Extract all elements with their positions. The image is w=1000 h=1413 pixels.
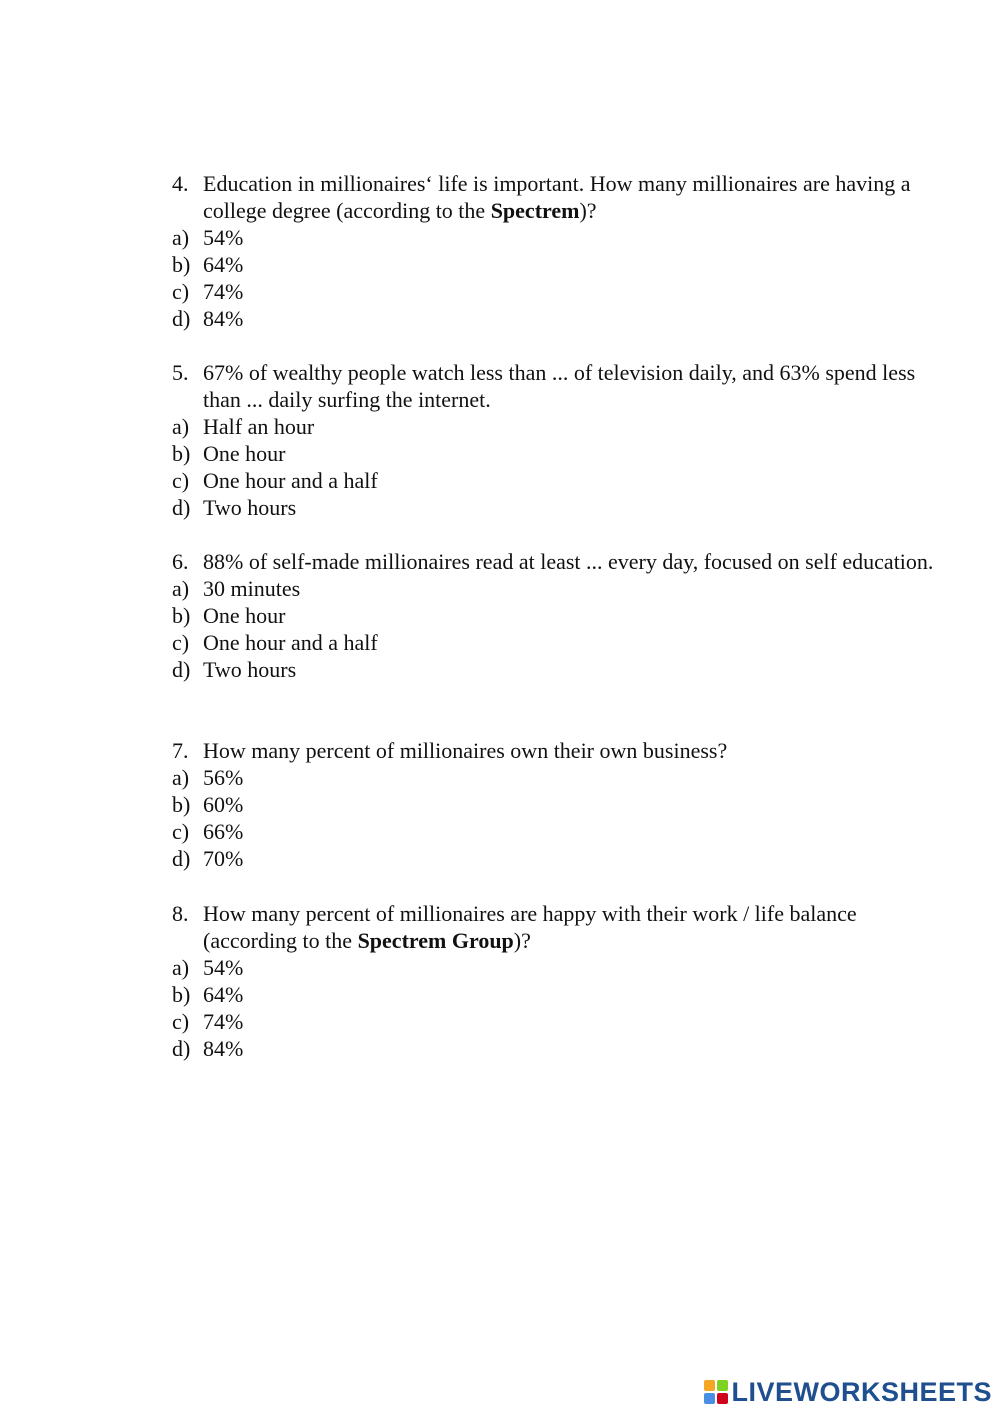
logo-text: LIVEWORKSHEETS <box>731 1376 992 1407</box>
option-b[interactable]: b) 64% <box>172 982 244 1007</box>
option-b[interactable]: b) One hour <box>172 441 286 466</box>
question-number: 6. <box>172 549 189 574</box>
bold-term: Spectrem Group <box>357 928 514 953</box>
question-number: 8. <box>172 901 189 926</box>
option-a[interactable]: a) 30 minutes <box>172 576 301 601</box>
question-stem <box>172 548 952 575</box>
option-d[interactable]: d) Two hours <box>172 495 297 520</box>
question-7 <box>172 737 952 872</box>
question-number: 5. <box>172 360 189 385</box>
question-6 <box>172 548 952 683</box>
option-a[interactable]: a) Half an hour <box>172 414 315 439</box>
question-stem <box>172 900 952 954</box>
option-b[interactable]: b) 60% <box>172 792 244 817</box>
liveworksheets-logo-icon <box>704 1380 728 1404</box>
option-b[interactable]: b) 64% <box>172 252 244 277</box>
option-a[interactable]: a) 54% <box>172 955 244 980</box>
option-b[interactable]: b) One hour <box>172 603 286 628</box>
question-number: 4. <box>172 171 189 196</box>
option-c[interactable]: c) 74% <box>172 1009 244 1034</box>
question-stem <box>172 737 952 764</box>
option-a[interactable]: a) 54% <box>172 225 244 250</box>
option-d[interactable]: d) 84% <box>172 1036 244 1061</box>
option-d[interactable]: d) 84% <box>172 306 244 331</box>
question-4 <box>172 170 952 332</box>
option-c[interactable]: c) 74% <box>172 279 244 304</box>
question-stem <box>172 170 952 224</box>
question-text: Education in millionaires‘ life is important. How many millionaires are having a college degree (according to the Spectrem)? <box>203 171 911 223</box>
option-c[interactable]: c) One hour and a half <box>172 630 378 655</box>
question-8 <box>172 900 952 1062</box>
option-a[interactable]: a) 56% <box>172 765 244 790</box>
bold-term: Spectrem <box>490 198 580 223</box>
option-c[interactable]: c) 66% <box>172 819 244 844</box>
option-d[interactable]: d) Two hours <box>172 657 297 682</box>
question-number: 7. <box>172 738 189 763</box>
option-d[interactable]: d) 70% <box>172 846 244 871</box>
question-stem <box>172 359 952 413</box>
question-text: How many percent of millionaires are happy with their work / life balance (according to the Spectrem Group)? <box>203 901 857 953</box>
question-5 <box>172 359 952 521</box>
question-text: 88% of self-made millionaires read at least ... every day, focused on self education. <box>203 549 934 574</box>
option-c[interactable]: c) One hour and a half <box>172 468 378 493</box>
question-text: How many percent of millionaires own their own business? <box>203 738 728 763</box>
question-text: 67% of wealthy people watch less than ... of television daily, and 63% spend less than ... daily surfing the internet. <box>203 360 916 412</box>
liveworksheets-logo <box>704 1377 992 1407</box>
